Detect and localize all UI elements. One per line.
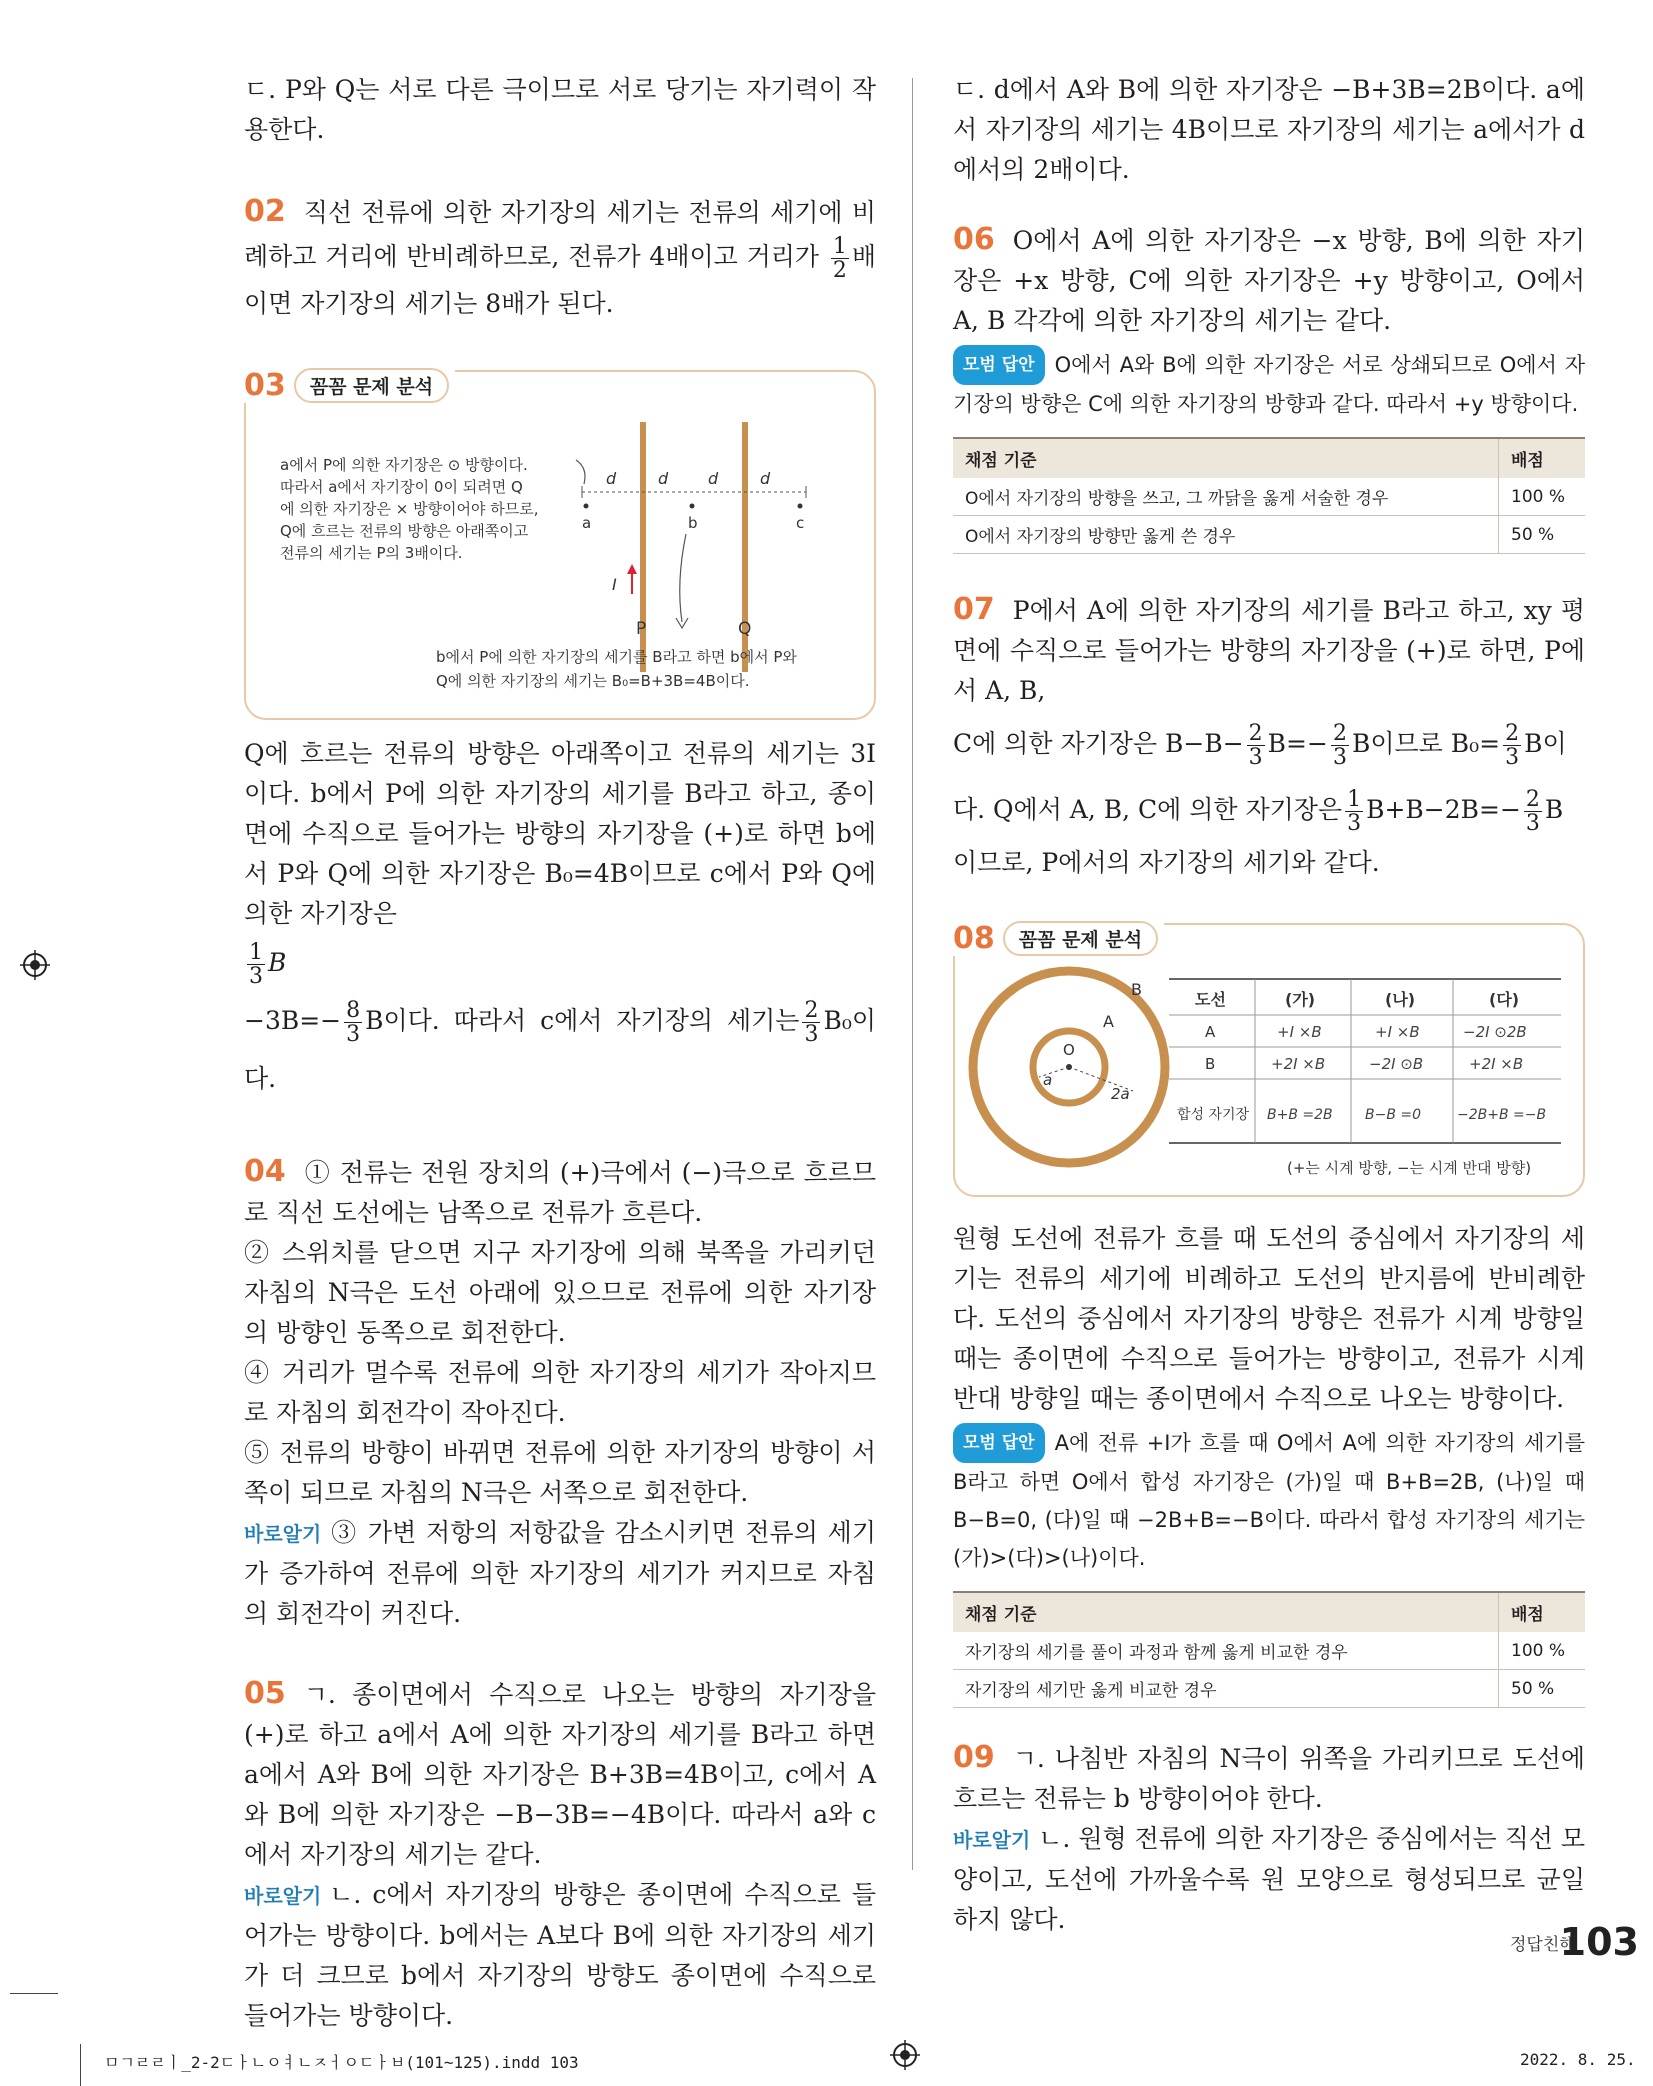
question-number: 05	[244, 1676, 286, 1712]
svg-text:A: A	[1205, 1023, 1216, 1041]
correction-tag: 바로알기	[244, 1884, 322, 1909]
note1-line: Q에 흐르는 전류의 방향은 아래쪽이고	[280, 522, 529, 541]
svg-text:I: I	[612, 575, 617, 595]
svg-text:−2I ⊙B: −2I ⊙B	[1369, 1055, 1424, 1073]
note1-line: 에 의한 자기장은 × 방향이어야 하므로,	[280, 500, 539, 519]
svg-text:도선: 도선	[1195, 990, 1226, 1009]
question-number: 08	[953, 921, 995, 956]
registration-mark	[20, 950, 50, 980]
note1-line: a에서 P에 의한 자기장은 ⊙ 방향이다.	[280, 456, 528, 475]
q01-continuation: ㄷ. P와 Q는 서로 다른 극이므로 서로 당기는 자기력이 작용한다.	[244, 75, 876, 144]
svg-text:+2I ×B: +2I ×B	[1271, 1055, 1326, 1073]
print-date: 2022. 8. 25.	[1520, 2050, 1636, 2069]
wire-q-label: Q	[738, 619, 752, 640]
point-a: a	[582, 514, 592, 533]
svg-text:+I ×B: +I ×B	[1375, 1023, 1420, 1041]
svg-text:d: d	[760, 469, 771, 489]
q08-legend: (+는 시계 방향, −는 시계 반대 방향)	[1287, 1159, 1532, 1177]
q08-grading-table: 채점 기준 배점 자기장의 세기를 풀이 과정과 함께 옳게 비교한 경우 100 % 자기장의 세기만 옳게 비교한 경우 50 %	[953, 1591, 1585, 1708]
svg-text:d: d	[708, 469, 719, 489]
svg-text:B: B	[1205, 1055, 1216, 1073]
q02-fraction: $\frac{1}{2}$	[832, 234, 847, 284]
q03-explanation: Q에 흐르는 전류의 방향은 아래쪽이고 전류의 세기는 3I이다. b에서 P에 의한 자기장의 세기를 B라고 하고, 종이면에 수직으로 들어가는 방향의 자기장을 (+)로 하면 b에서 P와 Q에 의한 자기장은 B₀=4B이므로 c에서 P와 Q에 의한 자기장은 $\frac{1}{3}$ B −3B=− $\frac{8}{3}$ B이다. 따라서 c에서 자기장의 세기는 $\frac{2}{3}$ B₀이다.	[244, 739, 876, 1094]
crop-mark	[10, 1993, 58, 1994]
svg-text:−2I ⊙2B: −2I ⊙2B	[1463, 1023, 1527, 1041]
q08-explanation: 원형 도선에 전류가 흐를 때 도선의 중심에서 자기장의 세기는 전류의 세기에 비례하고 도선의 반지름에 반비례한다. 도선의 중심에서 자기장의 방향은 전류가 시계 방향일 때는 종이면에 수직으로 들어가는 방향이고, 전류가 시계 반대 방향일 때는 종이면에서 수직으로 나오는 방향이다. 모범 답안 A에 전류 +I가 흐를 때 O에서 A에 의한 자기장의 세기를 B라고 하면 O에서 합성 자기장은 (가)일 때 B+B=2B, (나)일 때 B−B=0, (다)일 때 −2B+B=−B이다. 따라서 합성 자기장의 세기는 (가)>(다)>(나)이다. 채점 기준 배점 자기장의 세기를 풀이 과정과 함께 옳게 비교한 경우 100 % 자기장의 세기만 옳게 비교한 경우 50 %	[953, 1219, 1585, 1708]
model-answer-pill: 모범 답안	[953, 1423, 1045, 1463]
svg-text:d: d	[606, 469, 617, 489]
svg-text:−2B+B =−B: −2B+B =−B	[1457, 1107, 1547, 1123]
q08-diagram	[955, 925, 1583, 1191]
note1-line: 전류의 세기는 P의 3배이다.	[280, 544, 463, 563]
q03-analysis-box	[244, 370, 876, 720]
model-answer-pill: 모범 답안	[953, 345, 1045, 385]
print-slug: ㅁㄱㄹㄹㅣ_2-2ㄷㅏㄴㅇㅕㄴㅈㅓㅇㄷㅏㅂ(101~125).indd 103	[104, 2053, 579, 2072]
analysis-label: 꼼꼼 문제 분석	[1003, 921, 1158, 956]
note1-line: 따라서 a에서 자기장이 0이 되려면 Q	[280, 478, 523, 497]
question-number: 03	[244, 368, 286, 404]
q02-text-a: 직선 전류에 의한 자기장의 세기는 전류의 세기에 비례하고 거리에 반비례하므로, 전류가 4배이고 거리가	[244, 198, 876, 272]
question-number: 04	[244, 1154, 286, 1190]
column-divider	[912, 78, 913, 1870]
svg-text:(다): (다)	[1489, 990, 1520, 1009]
point-b: b	[688, 514, 698, 533]
q08-analysis-box	[953, 923, 1585, 1197]
svg-text:(가): (가)	[1285, 990, 1316, 1009]
footer-label: 정답친해	[1510, 1935, 1576, 1955]
note2-line: Q에 의한 자기장의 세기는 B₀=B+3B=4B이다.	[436, 672, 750, 691]
svg-text:B−B =0: B−B =0	[1365, 1107, 1422, 1123]
question-06: 06 O에서 A에 의한 자기장은 −x 방향, B에 의한 자기장은 +x 방향, C에 의한 자기장은 +y 방향이고, O에서 A, B 각각에 의한 자기장의 세기는 같다. 모범 답안 O에서 A와 B에 의한 자기장은 서로 상쇄되므로 O에서 자기장의 방향은 C에 의한 자기장의 방향과 같다. 따라서 +y 방향이다. 채점 기준 배점 O에서 자기장의 방향을 쓰고, 그 까닭을 옳게 서술한 경우 100 % O에서 자기장의 방향만 옳게 쓴 경우 50 %	[953, 220, 1585, 554]
svg-text:B: B	[1131, 980, 1142, 999]
question-05: 05 ㄱ. 종이면에서 수직으로 나오는 방향의 자기장을 (+)로 하고 a에서 A에 의한 자기장의 세기를 B라고 하면 a에서 A와 B에 의한 자기장은 B+3B=4B이고, c에서 A와 B에 의한 자기장은 −B−3B=−4B이다. 따라서 a와 c에서 자기장의 세기는 같다. 바로알기 ㄴ. c에서 자기장의 방향은 종이면에 수직으로 들어가는 방향이다. b에서는 A보다 B에 의한 자기장의 세기가 더 크므로 b에서 자기장의 방향도 종이면에 수직으로 들어가는 방향이다.	[244, 1676, 876, 2031]
svg-text:+2I ×B: +2I ×B	[1469, 1055, 1524, 1073]
crop-mark	[80, 2044, 81, 2086]
q05-continuation: ㄷ. d에서 A와 B에 의한 자기장은 −B+3B=2B이다. a에서 자기장의 세기는 4B이므로 자기장의 세기는 a에서가 d에서의 2배이다.	[953, 75, 1585, 184]
registration-mark	[890, 2040, 920, 2070]
svg-text:A: A	[1103, 1012, 1114, 1031]
question-number: 06	[953, 222, 995, 257]
svg-text:B+B =2B: B+B =2B	[1267, 1107, 1333, 1123]
wire-p-label: P	[636, 619, 647, 640]
svg-text:O: O	[1063, 1041, 1075, 1059]
left-column	[244, 70, 876, 2036]
q03-wire-diagram	[246, 372, 874, 712]
question-number: 09	[953, 1740, 995, 1775]
point-c: c	[796, 514, 805, 533]
question-02	[244, 190, 876, 326]
page-number: 103	[1559, 1920, 1639, 1964]
q02-text-b: 배이면 자기장의 세기는 8배가 된다.	[244, 242, 876, 319]
svg-text:a: a	[1043, 1071, 1053, 1089]
svg-text:+I ×B: +I ×B	[1277, 1023, 1322, 1041]
note2-line: b에서 P에 의한 자기장의 세기를 B라고 하면 b에서 P와	[436, 648, 797, 667]
question-09: 09 ㄱ. 나침반 자침의 N극이 위쪽을 가리키므로 도선에 흐르는 전류는 b 방향이어야 한다. 바로알기 ㄴ. 원형 전류에 의한 자기장은 중심에서는 직선 모양이고, 도선에 가까울수록 원 모양으로 형성되므로 균일하지 않다.	[953, 1740, 1585, 1934]
right-column	[953, 70, 1585, 1940]
question-number: 07	[953, 592, 995, 627]
svg-text:합성 자기장: 합성 자기장	[1177, 1107, 1250, 1123]
correction-tag: 바로알기	[953, 1828, 1031, 1852]
correction-tag: 바로알기	[244, 1522, 322, 1547]
analysis-label: 꼼꼼 문제 분석	[294, 368, 449, 403]
q06-grading-table: 채점 기준 배점 O에서 자기장의 방향을 쓰고, 그 까닭을 옳게 서술한 경우 100 % O에서 자기장의 방향만 옳게 쓴 경우 50 %	[953, 437, 1585, 554]
svg-text:(나): (나)	[1385, 990, 1416, 1009]
question-number: 02	[244, 194, 286, 229]
question-04: 04 ① 전류는 전원 장치의 (+)극에서 (−)극으로 흐르므로 직선 도선에는 남쪽으로 전류가 흐른다. ② 스위치를 닫으면 지구 자기장에 의해 북쪽을 가리키던 자침의 N극은 도선 아래에 있으므로 전류에 의한 자기장의 방향인 동쪽으로 회전한다. ④ 거리가 멀수록 전류에 의한 자기장의 세기가 작아지므로 자침의 회전각이 작아진다. ⑤ 전류의 방향이 바뀌면 전류에 의한 자기장의 방향이 서쪽이 되므로 자침의 N극은 서쪽으로 회전한다. 바로알기 ③ 가변 저항의 저항값을 감소시키면 전류의 세기가 증가하여 전류에 의한 자기장의 세기가 커지므로 자침의 회전각이 커진다.	[244, 1154, 876, 1629]
svg-text:d: d	[658, 469, 669, 489]
question-07: 07 P에서 A에 의한 자기장의 세기를 B라고 하고, xy 평면에 수직으로 들어가는 방향의 자기장을 (+)로 하면, P에서 A, B, C에 의한 자기장은 B−B− $\frac{2}{3}$ B=− $\frac{2}{3}$ B이므로 B₀= $\frac{2}{3}$ B이 다. Q에서 A, B, C에 의한 자기장은 $\frac{1}{3}$ B+B−2B=− $\frac{2}{3}$ B 이므로, P에서의 자기장의 세기와 같다.	[953, 592, 1585, 877]
svg-text:2a: 2a	[1111, 1085, 1130, 1103]
